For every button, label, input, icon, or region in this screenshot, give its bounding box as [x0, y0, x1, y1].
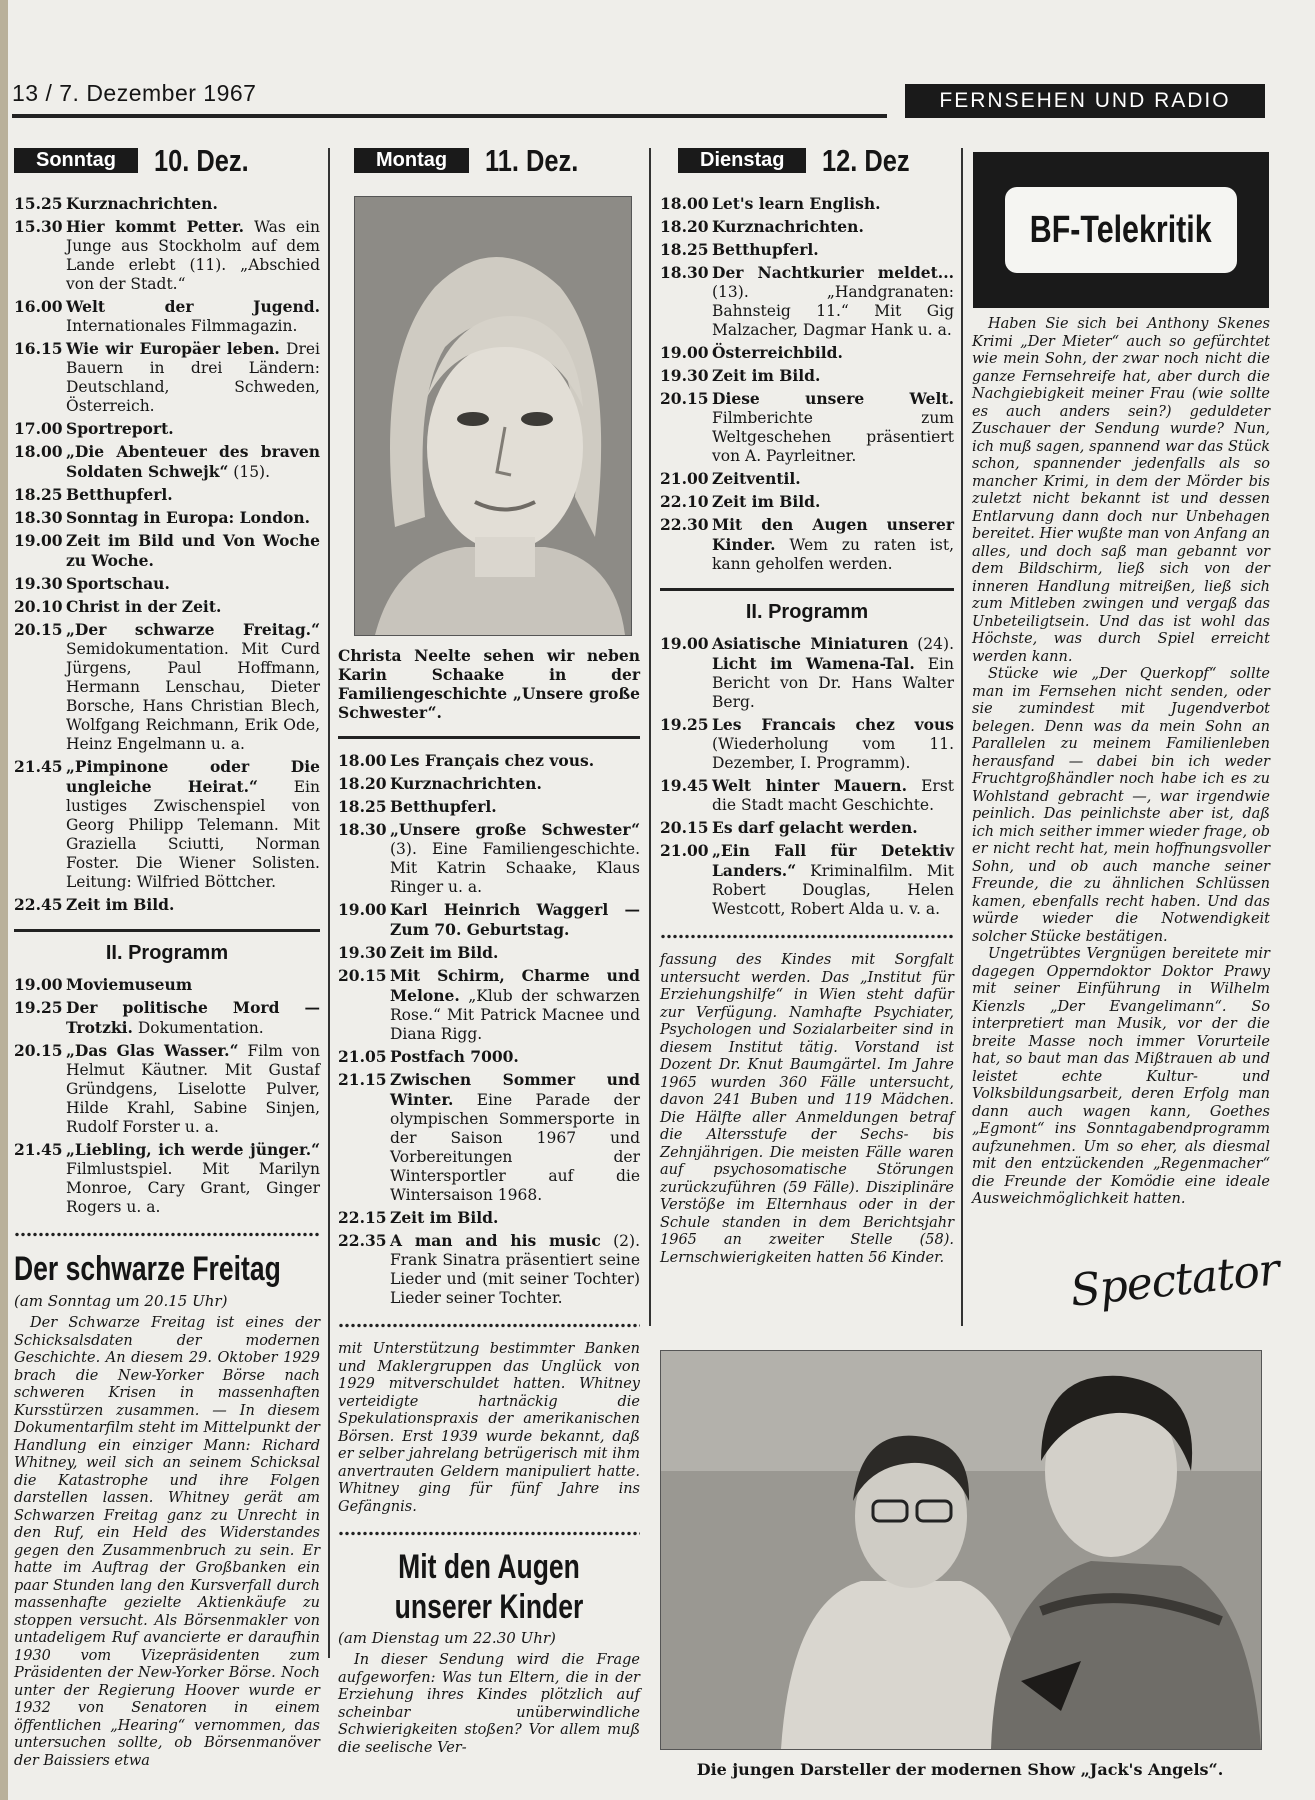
program-description: Christ in der Zeit. — [66, 597, 222, 616]
tuesday-program-list — [660, 194, 954, 574]
program-entry — [14, 975, 320, 995]
header-rule — [12, 114, 887, 118]
program-time: 15.30 — [14, 217, 63, 236]
program-entry — [14, 620, 320, 754]
photo-caption-show: Die jungen Darsteller der modernen Show „Jack's Angels“. — [696, 1760, 1224, 1779]
program-description: Kurznachrichten. — [66, 194, 218, 213]
program-entry — [14, 895, 320, 915]
program-entry — [14, 339, 320, 416]
program2-title: II. Programm — [105, 942, 229, 964]
program-description: Sonntag in Europa: London. — [66, 508, 310, 527]
program-description: Betthupferl. — [66, 485, 173, 504]
program-time: 19.25 — [14, 998, 63, 1017]
program-description: Zeit im Bild. — [712, 492, 821, 511]
photo-caption-monday: Christa Neelte sehen wir neben Karin Schaake in der Familiengeschichte „Unsere große Schwester“. — [338, 646, 640, 722]
program-time: 18.25 — [338, 797, 387, 816]
article-subtitle: (am Dienstag um 22.30 Uhr) — [338, 1629, 556, 1647]
program-description: „Der schwarze Freitag.“ Semidokumentation. Mit Curd Jürgens, Paul Hoffmann, Hermann Lenschau, Dieter Borsche, Hans Christian Blech, Wolfgang Reichmann, Erik Ode, Heinz Engelmann u. a. — [66, 620, 320, 753]
program-entry — [660, 217, 954, 237]
program-description: Zeit im Bild und Von Woche zu Woche. — [66, 531, 320, 570]
program-entry — [338, 1047, 640, 1067]
program-description: Zeit im Bild. — [712, 366, 821, 385]
section-title: FERNSEHEN UND RADIO — [905, 84, 1265, 118]
program-entry — [660, 715, 954, 773]
program-entry — [14, 419, 320, 439]
portrait-photo — [354, 196, 630, 636]
program-time: 22.45 — [14, 895, 63, 914]
program-time: 20.15 — [338, 966, 387, 985]
program-entry — [660, 366, 954, 386]
article-continuation-augen: fassung des Kindes mit Sorgfalt untersucht werden. Das „Institut für Erziehungshilfe“ in Wien steht dafür zur Verfügung. Namhafte Psychiater, Psychologen und Sozialarbeiter sind in diesem Institut tätig. Vorstand ist Dozent Dr. Knut Baumgärtel. Im Jahre 1965 wurden 360 Fälle untersucht, davon 241 Buben und 119 Mädchen. Die Hälfte aller Anmeldungen betraf die Altersstufe der Sechs- bis Zehnjährigen. Die meisten Fälle waren auf psychosomatische Störungen zurückzuführen (59 Fälle). Disziplinäre Verstöße im Elternhaus oder in der Schule standen in dem Berichtsjahr 1965 an zweiter Stelle (58). Lernschwierigkeiten hatten 56 Kinder. — [660, 952, 954, 1266]
program-description: Es darf gelacht werden. — [712, 818, 918, 837]
program-entry — [660, 818, 954, 838]
column-divider — [649, 148, 651, 1326]
program-entry — [14, 597, 320, 617]
article-subtitle: (am Sonntag um 20.15 Uhr) — [14, 1292, 228, 1310]
sunday-program2-list — [14, 975, 320, 1217]
program-description: Zwischen Sommer und Winter. Eine Parade der olympischen Sommersporte in der Saison 1967 und Vorbereitungen der Wintersportler auf die Wintersaison 1968. — [390, 1070, 640, 1204]
program-entry — [14, 1041, 320, 1137]
signature: Spectator — [1067, 1244, 1282, 1317]
program-entry — [14, 217, 320, 294]
program-time: 21.05 — [338, 1047, 387, 1066]
telekritik-box — [973, 152, 1269, 308]
page-spine — [0, 0, 8, 1800]
program-time: 16.00 — [14, 297, 63, 316]
program-description: Der politische Mord — Trotzki. Dokumentation. — [66, 998, 320, 1037]
dotted-rule — [338, 1530, 640, 1537]
program-entry — [14, 485, 320, 505]
article-continuation-freitag: mit Unterstützung bestimmter Banken und Maklergruppen das Unglück von 1929 mitverschuldet hatten. Whitney verteidigte hartnäckig die Spekulationspraxis der amerikanischen Börsen. Erst 1939 wurde bekannt, daß er selber jahrelang betrügerisch mit ihm anvertrauten Geldern manipuliert hatte. Whitney ging für fünf Jahre ins Gefängnis. — [338, 1341, 640, 1515]
program-description: Zeit im Bild. — [66, 895, 175, 914]
monday-program-list — [338, 751, 640, 1308]
program-entry — [660, 492, 954, 512]
day-date: 11. Dez. — [485, 143, 579, 178]
program-time: 20.15 — [660, 389, 709, 408]
program-description: „Ein Fall für Detektiv Landers.“ Kriminalfilm. Mit Robert Douglas, Helen Westcott, Robert Alda u. v. a. — [712, 841, 954, 918]
program-entry — [14, 194, 320, 214]
telekritik-body-2: Stücke wie „Der Querkopf“ sollte man im Fernsehen nicht senden, oder sie zumindest mit Jugendverbot belegen. Denn was da mein Sohn an Parallelen zu meinem Familienleben herausfand — dabei bin ich weder Fruchtgroßhändler noch habe ich es zu Wohlstand gebracht —, war irgendwie peinlich. Das peinlichste aber ist, daß ich mich seither immer wieder frage, ob er nicht recht hat, mein hoffnungsvoller Sohn, und ob auch manche seiner Freunde, die zu ähnlichen Schlüssen kamen, ebenfalls recht haben. Und das würde wieder die Notwendigkeit solcher Stücke bestätigen. — [972, 666, 1270, 945]
sunday-heading — [14, 143, 320, 188]
program-time: 19.00 — [660, 634, 709, 653]
program-description: Asiatische Miniaturen (24). Licht im Wamena-Tal. Ein Bericht von Dr. Hans Walter Berg. — [712, 634, 954, 711]
program-time: 19.25 — [660, 715, 709, 734]
column-divider — [328, 148, 330, 1658]
program-time: 17.00 — [14, 419, 63, 438]
show-photo-image — [661, 1351, 1261, 1749]
section-rule — [14, 929, 320, 932]
program-entry — [338, 1231, 640, 1308]
page-number-date: 13 / 7. Dezember 1967 — [12, 80, 257, 106]
program-time: 18.20 — [338, 774, 387, 793]
program-entry — [14, 998, 320, 1038]
program-time: 19.30 — [660, 366, 709, 385]
program-time: 19.00 — [14, 975, 63, 994]
program-time: 22.35 — [338, 1231, 387, 1250]
program2-title: II. Programm — [745, 601, 869, 623]
program-description: Welt der Jugend. Internationales Filmmagazin. — [66, 297, 320, 335]
sunday-program-list — [14, 194, 320, 915]
program-description: Sportreport. — [66, 419, 174, 438]
program-description: Let's learn English. — [712, 194, 881, 213]
program-entry — [660, 469, 954, 489]
program-time: 19.45 — [660, 776, 709, 795]
program-entry — [660, 776, 954, 815]
program-time: 19.00 — [338, 900, 387, 919]
program-description: Wie wir Europäer leben. Drei Bauern in drei Ländern: Deutschland, Schweden, Österreich. — [66, 339, 320, 415]
telekritik-body-1: Haben Sie sich bei Anthony Skenes Krimi „Der Mieter“ auch so gefürchtet wie mein Sohn, der zwar noch nicht die ganze Fernsehreife hat, aber durch die Nachgiebigkeit meiner Frau (wie sollte es auch anders sein?) geduldeter Zuschauer der Sendung wurde? Nun, ich muß sagen, spannend war das Stück schon, spannender jedenfalls als so mancher Krimi, in dem der Mörder bis zuletzt nicht bekannt ist und dessen Entlarvung dann doch nur Unbehagen bereitet. Hier wußte man von Anfang an alles, und doch saß man gebannt vor dem Bildschirm, ließ sich von der inneren Handlung mitreißen, ließ sich zum Mitleben zwingen und vergaß das Unbeteiligtsein. Und das ist wohl das Höchste, was durch Spiel erreicht werden kann. — [972, 316, 1270, 665]
article-body-freitag: Der Schwarze Freitag ist eines der Schicksalsdaten der modernen Geschichte. An diesem 29. Oktober 1929 brach die New-Yorker Börse nach schweren Krisen in massenhaften Kursstürzen zusammen. — In diesem Dokumentarfilm steht im Mittelpunkt der Handlung ein einziger Mann: Richard Whitney, weil sich an seinem Schicksal die Katastrophe und ihre Folgen darstellen lassen. Whitney gerät am Schwarzen Freitag ganz zu Unrecht in den Ruf, ein Held des Widerstandes gegen den Zusammenbruch zu sein. Er hatte im Auftrag der Großbanken ein paar Stunden lang den Kursverfall durch massenhafte gezielte Aktienkäufe zu stoppen versucht. Als Börsenmakler von untadeligem Ruf avancierte er daraufhin 1930 vom Vizepräsidenten zum Präsidenten der New-Yorker Börse. Noch unter der Regierung Hoover wurde er 1932 von Senatoren in einem öffentlichen „Hearing“ vernommen, das untersuchen sollte, ob Börsenmanöver der Baissiers etwa — [14, 1315, 320, 1769]
program-description: Kurznachrichten. — [712, 217, 864, 236]
program-description: Der Nachtkurier meldet... (13). „Handgranaten: Bahnsteig 11.“ Mit Gig Malzacher, Dagmar Hank u. a. — [712, 263, 954, 339]
program-description: Mit den Augen unserer Kinder. Wem zu raten ist, kann geholfen werden. — [712, 515, 954, 573]
article-headline-augen-1: Mit den Augen — [398, 1548, 580, 1586]
program-time: 16.15 — [14, 339, 63, 358]
program-time: 21.15 — [338, 1070, 387, 1089]
program-entry — [338, 820, 640, 897]
telekritik-title: BF-Telekritik — [1030, 209, 1212, 251]
section-rule — [338, 736, 640, 739]
day-label: Sonntag — [14, 148, 138, 173]
show-photo — [660, 1350, 1262, 1750]
program-description: Mit Schirm, Charme und Melone. „Klub der schwarzen Rose.“ Mit Patrick Macnee und Diana Rigg. — [390, 966, 640, 1043]
program-time: 18.20 — [660, 217, 709, 236]
article-headline-augen-2: unserer Kinder — [394, 1588, 584, 1626]
program-entry — [338, 774, 640, 794]
program-time: 18.25 — [14, 485, 63, 504]
program-description: Postfach 7000. — [390, 1047, 519, 1066]
program-entry — [14, 508, 320, 528]
program-entry — [338, 1070, 640, 1205]
program-entry — [660, 194, 954, 214]
program-description: „Liebling, ich werde jünger.“ Filmlustspiel. Mit Marilyn Monroe, Cary Grant, Ginger Rogers u. a. — [66, 1140, 320, 1216]
program-entry — [338, 943, 640, 963]
program-description: Diese unsere Welt. Filmberichte zum Weltgeschehen präsentiert von A. Payrleitner. — [712, 389, 954, 465]
program-time: 19.30 — [338, 943, 387, 962]
program-time: 19.30 — [14, 574, 63, 593]
tuesday-heading — [678, 143, 954, 188]
column-tuesday — [660, 143, 954, 1267]
program-description: Les Francais chez vous (Wiederholung vom 11. Dezember, I. Programm). — [712, 715, 954, 772]
program-entry — [660, 263, 954, 340]
program-time: 20.15 — [660, 818, 709, 837]
telekritik-title-panel — [1005, 187, 1237, 273]
program-time: 15.25 — [14, 194, 63, 213]
page-header — [12, 78, 1262, 118]
program-description: „Unsere große Schwester“ (3). Eine Familiengeschichte. Mit Katrin Schaake, Klaus Ringer u. a. — [390, 820, 640, 896]
program-entry — [14, 757, 320, 892]
program-time: 18.25 — [660, 240, 709, 259]
program-description: „Die Abenteuer des braven Soldaten Schwejk“ (15). — [66, 442, 320, 481]
program-time: 19.00 — [14, 531, 63, 550]
day-label: Dienstag — [678, 148, 806, 173]
program-description: „Pimpinone oder Die ungleiche Heirat.“ Ein lustiges Zwischenspiel von Georg Philipp Telemann. Mit Graziella Sciutti, Norman Foster. Die Wiener Solisten. Leitung: Wilfried Böttcher. — [66, 757, 320, 891]
program-time: 21.00 — [660, 841, 709, 860]
program-description: Kurznachrichten. — [390, 774, 542, 793]
program-entry — [660, 634, 954, 712]
column-sunday — [14, 143, 320, 1770]
program-description: Sportschau. — [66, 574, 170, 593]
program-entry — [338, 900, 640, 940]
dotted-rule — [14, 1231, 320, 1238]
program-time: 20.15 — [14, 1041, 63, 1060]
program-entry — [338, 1208, 640, 1228]
program-entry — [14, 1140, 320, 1217]
program-entry — [660, 389, 954, 466]
program-description: Welt hinter Mauern. Erst die Stadt macht Geschichte. — [712, 776, 954, 814]
program-description: „Das Glas Wasser.“ Film von Helmut Käutner. Mit Gustaf Gründgens, Liselotte Pulver, Hilde Krahl, Sabine Sinjen, Rudolf Forster u. a. — [66, 1041, 320, 1136]
program-time: 21.00 — [660, 469, 709, 488]
program-description: Österreichbild. — [712, 343, 843, 362]
program-description: Betthupferl. — [390, 797, 497, 816]
article-headline-freitag: Der schwarze Freitag — [14, 1250, 281, 1288]
program-time: 18.00 — [14, 442, 63, 461]
program-entry — [660, 343, 954, 363]
program-time: 19.00 — [660, 343, 709, 362]
program-time: 18.30 — [660, 263, 709, 282]
program-entry — [660, 240, 954, 260]
column-divider — [961, 148, 963, 1326]
program-entry — [338, 966, 640, 1044]
program-entry — [338, 797, 640, 817]
program-entry — [14, 442, 320, 482]
article-body-augen: In dieser Sendung wird die Frage aufgeworfen: Was tun Eltern, die in der Erziehung ihres Kindes plötzlich auf scheinbar unüberwindliche Schwierigkeiten stoßen? Vor allem muß die seelische Ver- — [338, 1652, 640, 1756]
day-date: 12. Dez — [822, 143, 911, 178]
program-time: 18.30 — [14, 508, 63, 527]
program-description: Zeitventil. — [712, 469, 801, 488]
dotted-rule — [338, 1322, 640, 1329]
program-description: Les Français chez vous. — [390, 751, 595, 770]
dotted-rule — [660, 933, 954, 940]
program-time: 18.00 — [660, 194, 709, 213]
program-time: 22.15 — [338, 1208, 387, 1227]
day-label: Montag — [354, 148, 469, 173]
program-time: 21.45 — [14, 757, 63, 776]
section-rule — [660, 588, 954, 591]
day-date: 10. Dez. — [154, 143, 249, 178]
program-description: Betthupferl. — [712, 240, 819, 259]
program-entry — [338, 751, 640, 771]
program-time: 22.10 — [660, 492, 709, 511]
program-description: Moviemuseum — [66, 975, 193, 994]
telekritik-body-3: Ungetrübtes Vergnügen bereitete mir dagegen Opperndoktor Doktor Prawy mit seiner Einführung in Wilhelm Kienzls „Der Evangelimann“. So interpretiert man Musik, vor der die breite Masse noch immer Vorurteile hat, so baut man das Mißtrauen ab und leistet echte Kultur- und Volksbildungsarbeit, deren Erfolg man dann auch wagen kann, Goethes „Egmont“ ins Sonntagabendprogramm aufzunehmen. Um so eher, als diesmal mit den entzückenden „Regenmacher“ die Freunde der Komödie eine ideale Ausweichmöglichkeit hatten. — [972, 946, 1270, 1207]
column-telekritik — [972, 316, 1270, 1209]
program-entry — [14, 531, 320, 571]
program-description: Karl Heinrich Waggerl — Zum 70. Geburtstag. — [390, 900, 640, 939]
program-description: Hier kommt Petter. Was ein Junge aus Stockholm auf dem Lande erlebt (11). „Abschied von der Stadt.“ — [66, 217, 320, 293]
program-description: A man and his music (2). Frank Sinatra präsentiert seine Lieder und (mit seiner Tochter) Lieder seiner Tochter. — [390, 1231, 640, 1307]
program-time: 22.30 — [660, 515, 709, 534]
program-description: Zeit im Bild. — [390, 1208, 499, 1227]
program-time: 18.00 — [338, 751, 387, 770]
program-time: 20.15 — [14, 620, 63, 639]
tuesday-program2-list — [660, 634, 954, 919]
program-time: 18.30 — [338, 820, 387, 839]
column-monday — [338, 143, 640, 1757]
program-entry — [660, 841, 954, 919]
program-time: 20.10 — [14, 597, 63, 616]
monday-heading — [354, 143, 640, 188]
program-entry — [660, 515, 954, 574]
program-entry — [14, 297, 320, 336]
program-time: 21.45 — [14, 1140, 63, 1159]
program-description: Zeit im Bild. — [390, 943, 499, 962]
program-entry — [14, 574, 320, 594]
portrait-image — [354, 196, 632, 636]
